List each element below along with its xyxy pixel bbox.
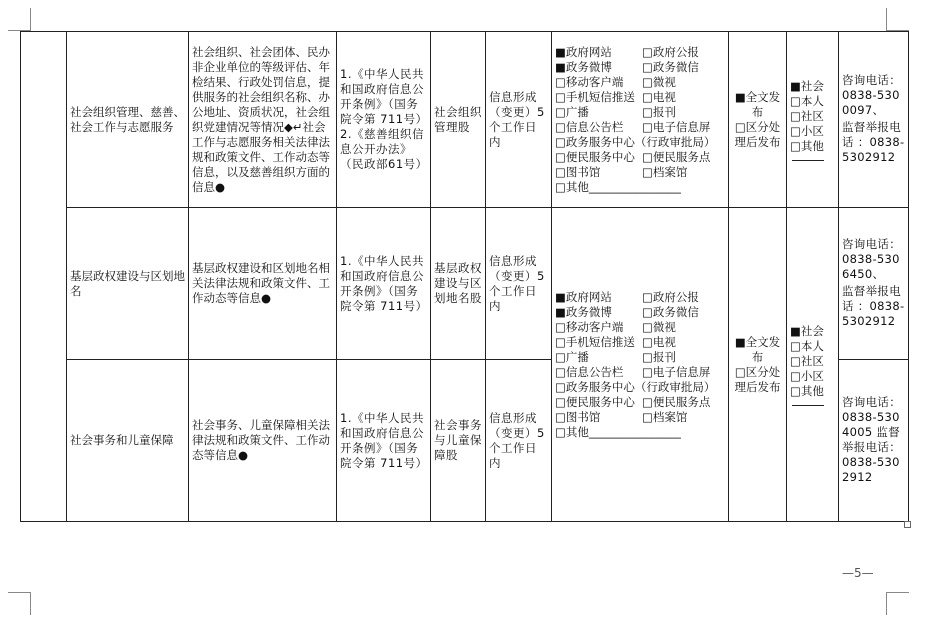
- crop-mark-bottom-right: [886, 592, 909, 615]
- way-option: ■政务微博: [555, 304, 612, 319]
- way-option: □广播: [555, 104, 589, 119]
- crop-mark-top-right: [886, 8, 909, 31]
- disclosure-table: [20, 31, 909, 522]
- basis-line: 2.《慈善组织信息公开办法》（民政部61号）: [340, 127, 428, 171]
- content-cell: 基层政权建设和区划地名相关法律法规和政策文件、工作动态等信息●: [189, 208, 337, 360]
- object-option: □本人: [790, 338, 824, 353]
- tel-cell: [839, 32, 909, 208]
- object-option: □小区: [790, 123, 824, 138]
- way-option: □电子信息屏: [642, 119, 711, 134]
- table-resize-handle[interactable]: [904, 521, 911, 528]
- way-option: □报刊: [642, 104, 676, 119]
- ways-cell: [552, 32, 729, 208]
- way-option: □电视: [642, 89, 676, 104]
- item-name: 社会事务和儿童保障: [67, 360, 189, 522]
- way-option: □其他________________: [555, 424, 681, 439]
- period-cell: 信息形成（变更）5个工作日内: [486, 360, 552, 522]
- way-option: □政府公报: [642, 44, 699, 59]
- way-option: □移动客户端: [555, 74, 624, 89]
- way-option: □政府公报: [642, 289, 699, 304]
- way-option: ■政府网站: [555, 44, 612, 59]
- publish-cell: [729, 208, 787, 522]
- way-option: □政务服务中心（行政审批局）: [555, 134, 716, 149]
- publish-option: □区分处理后发布: [734, 119, 781, 149]
- way-option: □便民服务中心: [555, 149, 635, 164]
- page-number: —5—: [842, 566, 874, 580]
- way-option: □便民服务中心: [555, 394, 635, 409]
- way-option: □档案馆: [642, 409, 688, 424]
- way-option: □政务微信: [642, 304, 699, 319]
- way-option: □移动客户端: [555, 319, 624, 334]
- publish-option: □区分处理后发布: [734, 364, 781, 394]
- way-option: □电子信息屏: [642, 364, 711, 379]
- tel-cell: [839, 360, 909, 522]
- unit-cell: 社会事务与儿童保障股: [431, 360, 486, 522]
- basis-cell: 1.《中华人民共和国政府信息公开条例》（国务院令第 711号）: [337, 208, 431, 360]
- blank-line: [792, 399, 824, 406]
- publish-option: ■全文发布: [734, 89, 781, 119]
- way-option: □微视: [642, 74, 676, 89]
- unit-cell: 社会组织管理股: [431, 32, 486, 208]
- way-option: □信息公告栏: [555, 364, 624, 379]
- tel-line: 监督举报电话 ：0838-5302912: [842, 283, 905, 328]
- table-row: [21, 32, 909, 208]
- ways-cell: [552, 208, 729, 522]
- tel-line: 咨询电话：0838-5306450、: [842, 236, 901, 281]
- basis-cell: [337, 32, 431, 208]
- period-cell: 信息形成（变更）5个工作日内: [486, 32, 552, 208]
- basis-cell: 1.《中华人民共和国政府信息公开条例》（国务院令第 711号）: [337, 360, 431, 522]
- way-option: □便民服务点: [642, 394, 711, 409]
- way-option: □图书馆: [555, 164, 601, 179]
- publish-option: ■全文发布: [734, 334, 781, 364]
- object-option: □社区: [790, 108, 824, 123]
- way-option: □图书馆: [555, 409, 601, 424]
- way-option: □广播: [555, 349, 589, 364]
- way-option: ■政府网站: [555, 289, 612, 304]
- object-option: □社区: [790, 353, 824, 368]
- way-option: ■政务微博: [555, 59, 612, 74]
- way-option: □其他________________: [555, 179, 681, 194]
- publish-cell: [729, 32, 787, 208]
- way-option: □电视: [642, 334, 676, 349]
- object-option: ■社会: [790, 323, 824, 338]
- way-option: □便民服务点: [642, 149, 711, 164]
- category-cell: [21, 32, 67, 522]
- blank-line: [792, 154, 824, 161]
- way-option: □微视: [642, 319, 676, 334]
- crop-mark-bottom-left: [8, 592, 31, 615]
- way-option: □政务服务中心（行政审批局）: [555, 379, 716, 394]
- item-name: 社会组织管理、慈善、社会工作与志愿服务: [67, 32, 189, 208]
- content-cell: 社会组织、社会团体、民办非企业单位的等级评估、年检结果、行政处罚信息，提供服务的社会组织名称、办公地址、资质状况，社会组织党建情况等情况◆↵社会工作与志愿服务相关法律法规和政策文件、工作动态等信息，以及慈善组织方面的信息●: [189, 32, 337, 208]
- object-cell: [787, 32, 839, 208]
- way-option: □手机短信推送: [555, 89, 635, 104]
- tel-cell: [839, 208, 909, 360]
- object-option: □其他: [790, 138, 824, 153]
- crop-mark-top-left: [8, 8, 31, 31]
- object-cell: [787, 208, 839, 522]
- tel-line: 咨询电话：0838-5300097、: [842, 72, 901, 117]
- period-cell: 信息形成（变更）5个工作日内: [486, 208, 552, 360]
- object-option: □小区: [790, 368, 824, 383]
- object-option: □其他: [790, 383, 824, 398]
- unit-cell: 基层政权建设与区划地名股: [431, 208, 486, 360]
- way-option: □信息公告栏: [555, 119, 624, 134]
- content-cell: 社会事务、儿童保障相关法律法规和政策文件、工作动态等信息●: [189, 360, 337, 522]
- way-option: □报刊: [642, 349, 676, 364]
- tel-line: 监督举报电话 ：0838-5302912: [842, 119, 905, 164]
- way-option: □档案馆: [642, 164, 688, 179]
- table-row: [21, 208, 909, 360]
- object-option: □本人: [790, 93, 824, 108]
- basis-line: 1.《中华人民共和国政府信息公开条例》（国务院令第 711号）: [340, 67, 428, 126]
- item-name: 基层政权建设与区划地名: [67, 208, 189, 360]
- way-option: □手机短信推送: [555, 334, 635, 349]
- tel-line: 咨询电话：0838-5304005 监督举报电话：0838-5302912: [842, 394, 901, 484]
- object-option: ■社会: [790, 78, 824, 93]
- way-option: □政务微信: [642, 59, 699, 74]
